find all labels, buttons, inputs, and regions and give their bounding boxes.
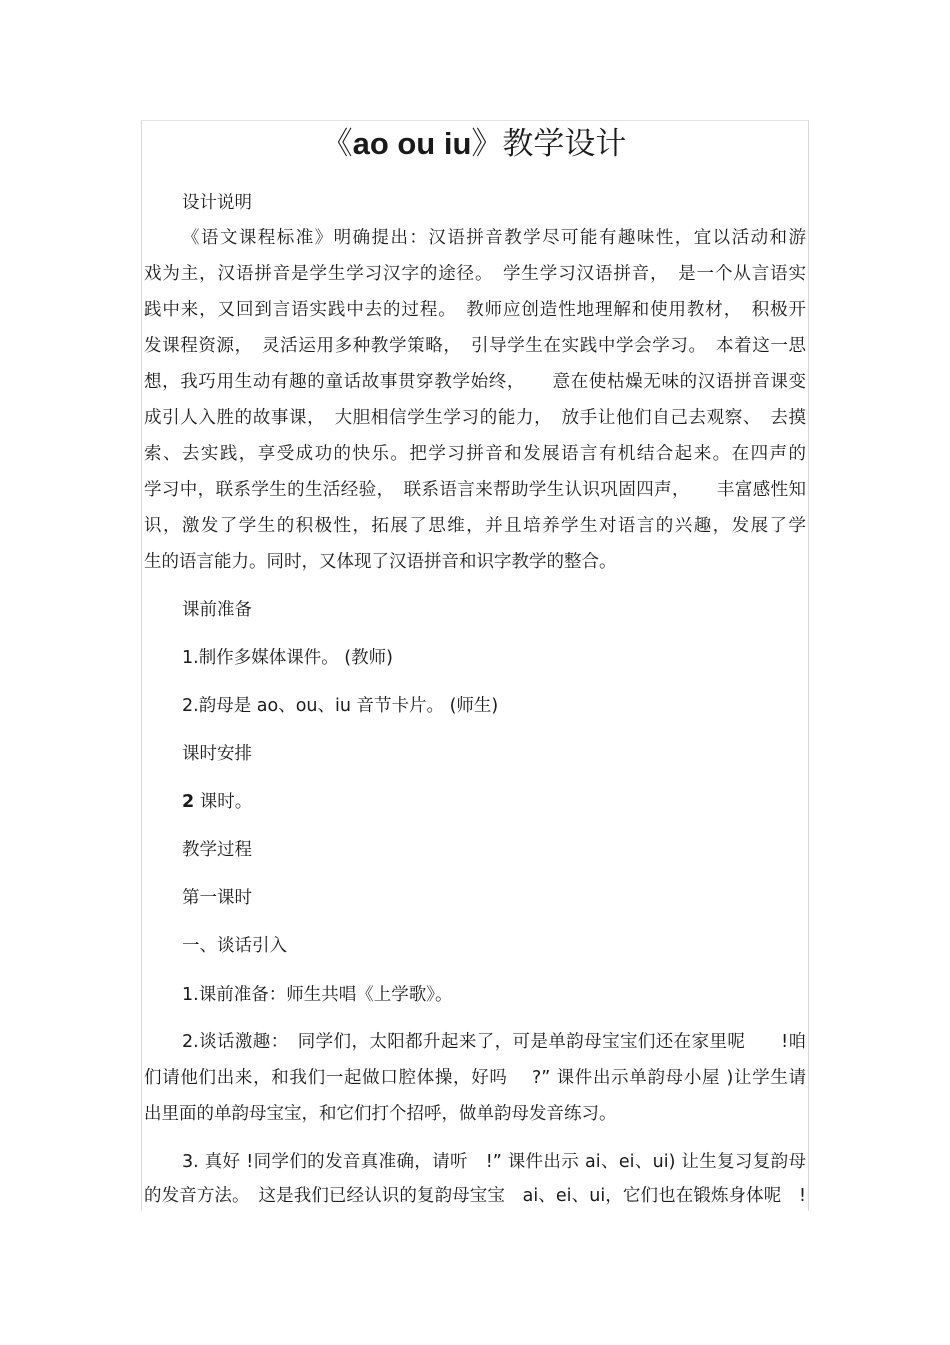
document-title [141, 124, 807, 164]
design-note-line: 索、去实践，享受成功的快乐。把学习拼音和发展语言有机结合起来。在四声的 [144, 444, 806, 464]
design-note-line: 《语文课程标准》明确提出：汉语拼音教学尽可能有趣味性，宜以活动和游 [182, 228, 806, 248]
design-note-heading: 设计说明 [182, 193, 252, 213]
design-note-line: 想，我巧用生动有趣的童话故事贯穿教学始终， 意在使枯燥无味的汉语拼音课变 [144, 372, 806, 392]
design-note-line: 识，激发了学生的积极性，拓展了思维，并且培养学生对语言的兴趣，发展了学 [144, 516, 806, 536]
title-open-bracket: 《 [321, 126, 353, 162]
title-rest: 》教学设计 [471, 126, 627, 162]
prep-item: 1.制作多媒体课件。 (教师) [182, 648, 393, 668]
schedule-count: 2 [182, 792, 195, 812]
design-note-line: 践中来，又回到言语实践中去的过程。 教师应创造性地理解和使用教材， 积极开 [144, 300, 806, 320]
step-three-line: 的发音方法。 这是我们已经认识的复韵母宝宝 ai、ei、ui，它们也在锻炼身体呢 ! [144, 1186, 806, 1206]
design-note-line: 戏为主，汉语拼音是学生学习汉字的途径。 学生学习汉语拼音， 是一个从言语实 [144, 264, 806, 284]
design-note-line: 生的语言能力。同时，又体现了汉语拼音和识字教学的整合。 [144, 552, 617, 572]
step-one: 1.课前准备：师生共唱《上学歌》。 [182, 985, 453, 1005]
design-note-line: 学习中，联系学生的生活经验， 联系语言来帮助学生认识巩固四声， 丰富感性知 [144, 480, 806, 500]
schedule-heading: 课时安排 [182, 744, 252, 764]
title-latin: ao ou iu [352, 126, 472, 161]
schedule-line [182, 789, 806, 815]
step-two-line: 出里面的单韵母宝宝，和它们打个招呼，做单韵母发音练习。 [144, 1104, 617, 1124]
process-heading: 教学过程 [182, 840, 252, 860]
schedule-unit: 课时。 [194, 792, 253, 812]
step-two-line: 们请他们出来，和我们一起做口腔体操，好吗 ?” 课件出示单韵母小屋 )让学生请 [144, 1068, 806, 1088]
lesson-one-heading: 第一课时 [182, 888, 252, 908]
design-note-line: 成引人入胜的故事课， 大胆相信学生学习的能力， 放手让他们自己去观察、 去摸 [144, 408, 806, 428]
section-one-heading: 一、谈话引入 [182, 936, 287, 956]
design-note-line: 发课程资源， 灵活运用多种教学策略， 引导学生在实践中学会学习。 本着这一思 [144, 336, 806, 356]
step-two-line: 2.谈话激趣： 同学们，太阳都升起来了，可是单韵母宝宝们还在家里呢 !咱 [182, 1032, 806, 1052]
step-three-line: 3. 真好 !同学们的发音真准确，请听 !” 课件出示 ai、ei、ui) 让生复习复韵母 [182, 1152, 806, 1172]
prep-item: 2.韵母是 ao、ou、iu 音节卡片。 (师生) [182, 696, 499, 716]
prep-heading: 课前准备 [182, 600, 252, 620]
